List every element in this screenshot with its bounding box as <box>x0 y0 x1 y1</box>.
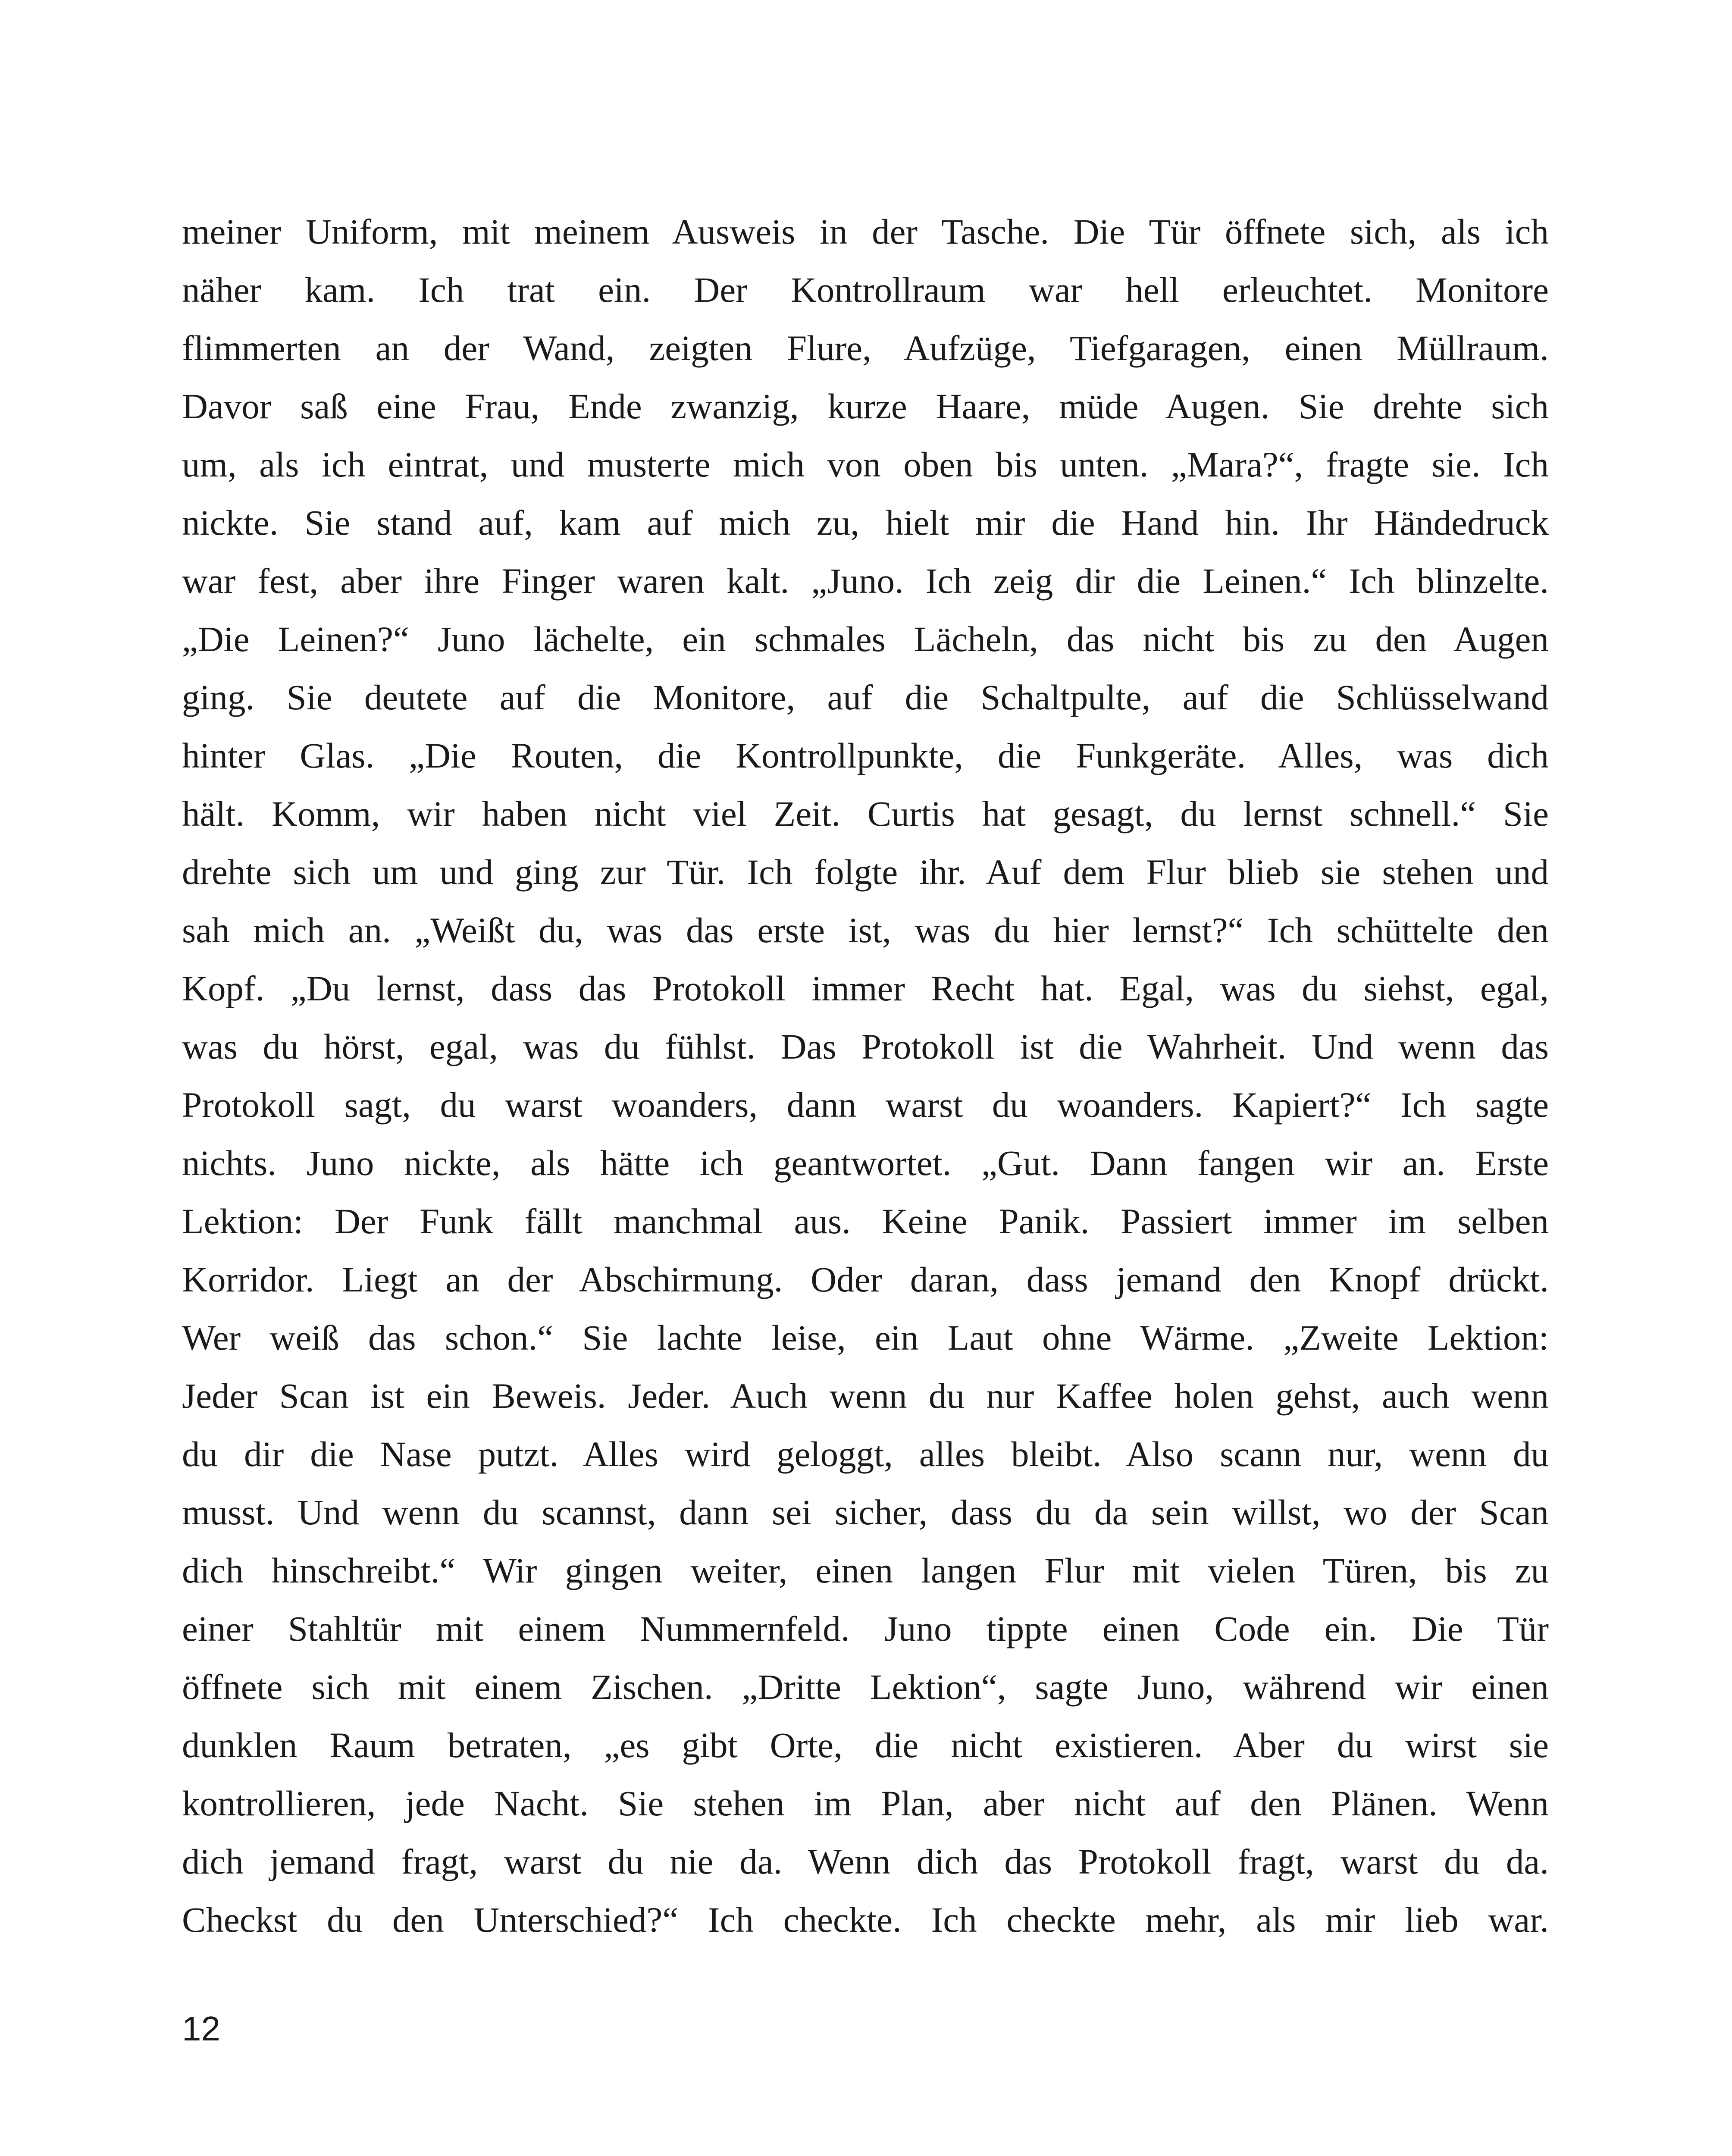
text-line: Davor saß eine Frau, Ende zwanzig, kurze Haare, müde Augen. Sie drehte sich <box>182 386 1549 426</box>
text-line: sah mich an. „Weißt du, was das erste ist, was du hier lernst?“ Ich schüttelte den <box>182 910 1549 950</box>
text-line: du dir die Nase putzt. Alles wird geloggt, alles bleibt. Also scann nur, wenn du <box>182 1434 1549 1474</box>
text-line: Wer weiß das schon.“ Sie lachte leise, ein Laut ohne Wärme. „Zweite Lektion: <box>182 1318 1549 1357</box>
text-line: meiner Uniform, mit meinem Ausweis in der Tasche. Die Tür öffnete sich, als ich <box>182 212 1549 251</box>
text-line: musst. Und wenn du scannst, dann sei sicher, dass du da sein willst, wo der Scan <box>182 1492 1549 1532</box>
text-line: Lektion: Der Funk fällt manchmal aus. Keine Panik. Passiert immer im selben <box>182 1201 1549 1241</box>
text-line: nichts. Juno nickte, als hätte ich geantwortet. „Gut. Dann fangen wir an. Erste <box>182 1143 1549 1183</box>
text-line: Kopf. „Du lernst, dass das Protokoll immer Recht hat. Egal, was du siehst, egal, <box>182 968 1549 1008</box>
text-line: was du hörst, egal, was du fühlst. Das Protokoll ist die Wahrheit. Und wenn das <box>182 1027 1549 1066</box>
body-text <box>182 203 1549 1949</box>
text-line: Jeder Scan ist ein Beweis. Jeder. Auch wenn du nur Kaffee holen gehst, auch wenn <box>182 1376 1549 1416</box>
text-line: Checkst du den Unterschied?“ Ich checkte. Ich checkte mehr, als mir lieb war. <box>182 1900 1549 1940</box>
text-line: nickte. Sie stand auf, kam auf mich zu, hielt mir die Hand hin. Ihr Händedruck <box>182 503 1549 542</box>
text-line: um, als ich eintrat, und musterte mich von oben bis unten. „Mara?“, fragte sie. Ich <box>182 445 1549 484</box>
text-line: Protokoll sagt, du warst woanders, dann warst du woanders. Kapiert?“ Ich sagte <box>182 1085 1549 1125</box>
page-number: 12 <box>182 2009 220 2048</box>
text-line: näher kam. Ich trat ein. Der Kontrollraum war hell erleuchtet. Monitore <box>182 270 1549 310</box>
text-line: Korridor. Liegt an der Abschirmung. Oder daran, dass jemand den Knopf drückt. <box>182 1260 1549 1299</box>
text-line: kontrollieren, jede Nacht. Sie stehen im Plan, aber nicht auf den Plänen. Wenn <box>182 1783 1549 1823</box>
text-line: hinter Glas. „Die Routen, die Kontrollpunkte, die Funkgeräte. Alles, was dich <box>182 736 1549 775</box>
text-line: hält. Komm, wir haben nicht viel Zeit. Curtis hat gesagt, du lernst schnell.“ Sie <box>182 794 1549 834</box>
text-line: einer Stahltür mit einem Nummernfeld. Juno tippte einen Code ein. Die Tür <box>182 1609 1549 1648</box>
text-line: war fest, aber ihre Finger waren kalt. „Juno. Ich zeig dir die Leinen.“ Ich blinzelte. <box>182 561 1549 601</box>
text-line: dunklen Raum betraten, „es gibt Orte, die nicht existieren. Aber du wirst sie <box>182 1725 1549 1765</box>
text-line: dich jemand fragt, warst du nie da. Wenn dich das Protokoll fragt, warst du da. <box>182 1842 1549 1881</box>
text-line: dich hinschreibt.“ Wir gingen weiter, einen langen Flur mit vielen Türen, bis zu <box>182 1551 1549 1590</box>
text-line: „Die Leinen?“ Juno lächelte, ein schmales Lächeln, das nicht bis zu den Augen <box>182 619 1549 659</box>
text-line: ging. Sie deutete auf die Monitore, auf die Schaltpulte, auf die Schlüsselwand <box>182 677 1549 717</box>
text-line: öffnete sich mit einem Zischen. „Dritte Lektion“, sagte Juno, während wir einen <box>182 1667 1549 1707</box>
text-line: drehte sich um und ging zur Tür. Ich folgte ihr. Auf dem Flur blieb sie stehen und <box>182 852 1549 892</box>
text-line: flimmerten an der Wand, zeigten Flure, Aufzüge, Tiefgaragen, einen Müllraum. <box>182 328 1549 368</box>
